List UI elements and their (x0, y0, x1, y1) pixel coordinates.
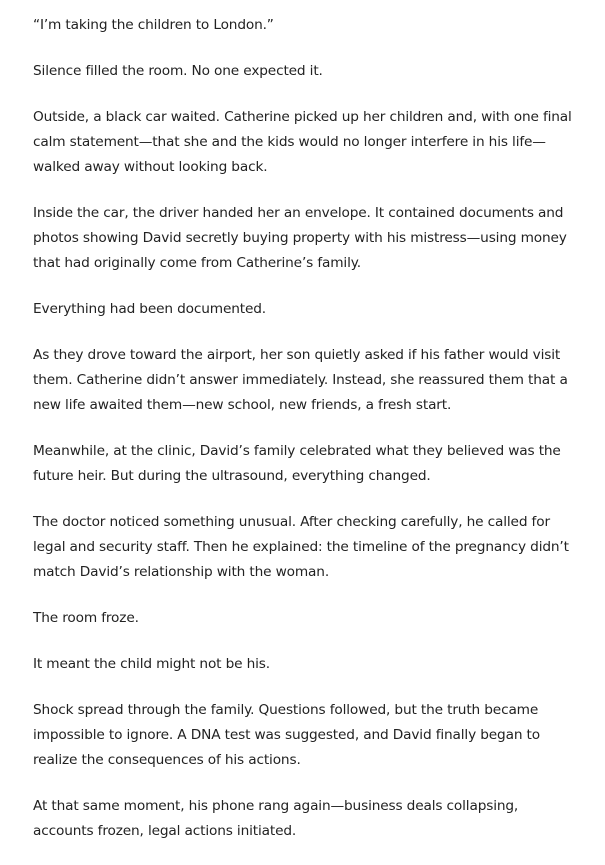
paragraph: It meant the child might not be his. (33, 656, 270, 672)
paragraph: Meanwhile, at the clinic, David’s family celebrated what they believed was the future heir. But during the ultrasound, everything changed. (33, 443, 561, 484)
paragraph: At that same moment, his phone rang again—business deals collapsing, accounts frozen, legal actions initiated. (33, 798, 519, 839)
paragraph: Shock spread through the family. Questions followed, but the truth became impossible to ignore. A DNA test was suggested, and David finally began to realize the consequences of his actions. (33, 702, 540, 768)
paragraph: “I’m taking the children to London.” (33, 17, 274, 33)
paragraph: Outside, a black car waited. Catherine picked up her children and, with one final calm statement—that she and the kids would no longer interfere in his life—walked away without looking back. (33, 109, 572, 175)
paragraph: Inside the car, the driver handed her an envelope. It contained documents and photos showing David secretly buying property with his mistress—using money that had originally come from Catherine’s family. (33, 205, 567, 271)
paragraph: The doctor noticed something unusual. After checking carefully, he called for legal and security staff. Then he explained: the timeline of the pregnancy didn’t match David’s relationship with the woman. (33, 514, 569, 580)
article-body (33, 13, 578, 865)
paragraph: The room froze. (33, 610, 139, 626)
paragraph: As they drove toward the airport, her son quietly asked if his father would visit them. Catherine didn’t answer immediately. Instead, she reassured them that a new life awaited them—new school, new friends, a fresh start. (33, 347, 568, 413)
paragraph: Everything had been documented. (33, 301, 266, 317)
paragraph: Silence filled the room. No one expected it. (33, 63, 323, 79)
